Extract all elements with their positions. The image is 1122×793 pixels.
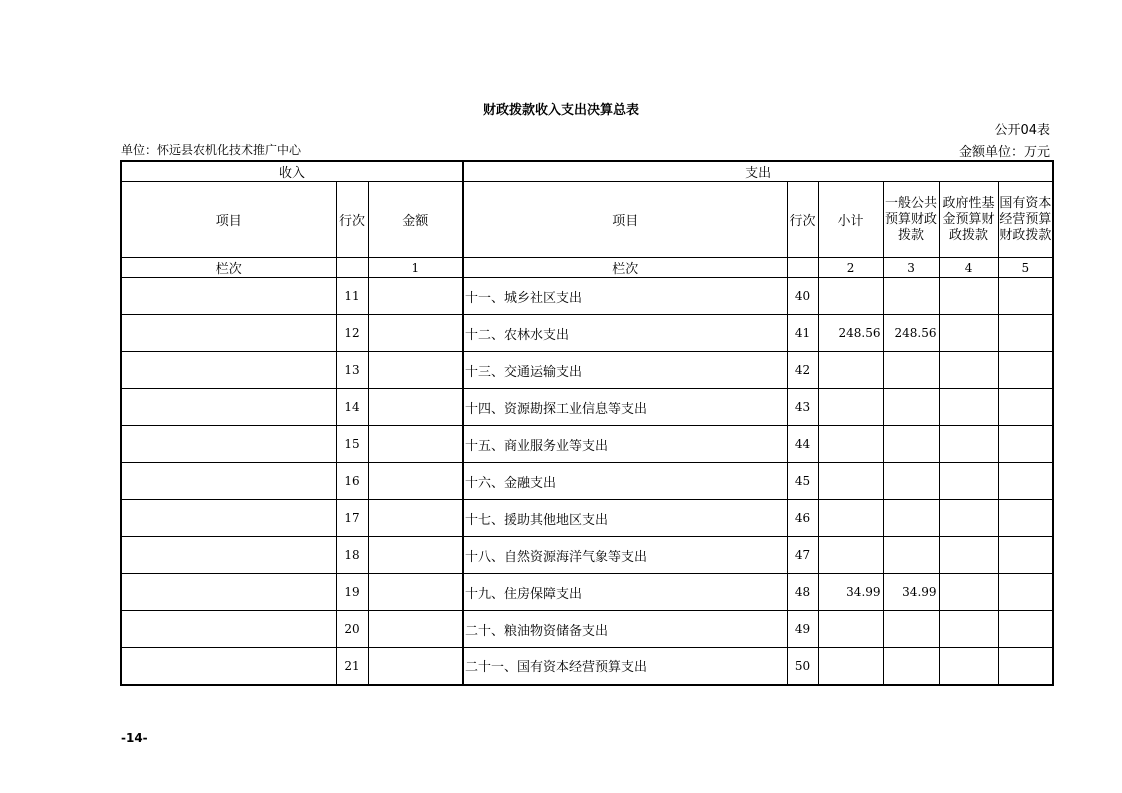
general-budget-cell	[883, 352, 939, 389]
page-number: -14-	[121, 731, 148, 745]
income-row-no-cell: 21	[336, 648, 368, 685]
table-row	[121, 648, 1053, 685]
income-amount-cell	[368, 389, 463, 426]
subtotal-cell	[818, 389, 883, 426]
table-row	[121, 352, 1053, 389]
expense-row-no-cell: 44	[787, 426, 818, 463]
income-item-cell	[121, 389, 336, 426]
table-row	[121, 389, 1053, 426]
income-amount-cell	[368, 426, 463, 463]
income-row-no-cell: 15	[336, 426, 368, 463]
general-budget-cell: 248.56	[883, 315, 939, 352]
table-row	[121, 278, 1053, 315]
expense-item-cell: 十六、金融支出	[463, 463, 787, 500]
subtotal-cell: 34.99	[818, 574, 883, 611]
table-row	[121, 426, 1053, 463]
col-no-blank	[336, 258, 368, 278]
income-row-no-cell: 12	[336, 315, 368, 352]
col-no-label: 栏次	[121, 258, 336, 278]
state-capital-cell	[998, 537, 1053, 574]
income-amount-cell	[368, 352, 463, 389]
expense-row-no-cell: 45	[787, 463, 818, 500]
state-capital-cell	[998, 278, 1053, 315]
income-amount-cell	[368, 463, 463, 500]
table-row	[121, 574, 1053, 611]
income-amount-header: 金额	[368, 182, 463, 258]
subtotal-cell	[818, 537, 883, 574]
general-budget-cell	[883, 278, 939, 315]
table-row	[121, 315, 1053, 352]
general-budget-cell	[883, 537, 939, 574]
income-item-cell	[121, 611, 336, 648]
income-amount-cell	[368, 278, 463, 315]
col-no-2: 2	[818, 258, 883, 278]
income-item-cell	[121, 315, 336, 352]
expense-row-no-cell: 47	[787, 537, 818, 574]
general-budget-cell	[883, 611, 939, 648]
column-number-row	[121, 258, 1053, 278]
income-item-cell	[121, 352, 336, 389]
subtotal-cell	[818, 352, 883, 389]
state-capital-cell	[998, 315, 1053, 352]
income-item-cell	[121, 537, 336, 574]
expense-item-cell: 十二、农林水支出	[463, 315, 787, 352]
income-amount-cell	[368, 537, 463, 574]
expense-item-cell: 十三、交通运输支出	[463, 352, 787, 389]
table-row	[121, 611, 1053, 648]
general-budget-cell	[883, 426, 939, 463]
expense-row-no-cell: 49	[787, 611, 818, 648]
income-item-cell	[121, 648, 336, 685]
subtotal-cell	[818, 648, 883, 685]
expense-item-header: 项目	[463, 182, 787, 258]
expense-row-no-cell: 48	[787, 574, 818, 611]
state-capital-cell	[998, 574, 1053, 611]
expense-row-no-cell: 43	[787, 389, 818, 426]
general-budget-header: 一般公共预算财政拨款	[883, 182, 939, 258]
gov-fund-cell	[939, 389, 998, 426]
income-amount-cell	[368, 315, 463, 352]
col-no-blank-2	[787, 258, 818, 278]
gov-fund-cell	[939, 315, 998, 352]
income-amount-cell	[368, 611, 463, 648]
table-row	[121, 463, 1053, 500]
expense-item-cell: 二十一、国有资本经营预算支出	[463, 648, 787, 685]
gov-fund-cell	[939, 574, 998, 611]
income-item-header: 项目	[121, 182, 336, 258]
income-item-cell	[121, 463, 336, 500]
subtotal-cell	[818, 278, 883, 315]
income-row-no-header: 行次	[336, 182, 368, 258]
subtotal-cell	[818, 500, 883, 537]
expense-item-cell: 十一、城乡社区支出	[463, 278, 787, 315]
table-row	[121, 500, 1053, 537]
income-row-no-cell: 14	[336, 389, 368, 426]
state-capital-cell	[998, 611, 1053, 648]
gov-fund-cell	[939, 500, 998, 537]
table-body	[121, 278, 1053, 685]
income-row-no-cell: 18	[336, 537, 368, 574]
col-no-5: 5	[998, 258, 1053, 278]
expense-row-no-cell: 50	[787, 648, 818, 685]
income-item-cell	[121, 426, 336, 463]
income-row-no-cell: 11	[336, 278, 368, 315]
income-item-cell	[121, 500, 336, 537]
income-row-no-cell: 19	[336, 574, 368, 611]
expense-item-cell: 十九、住房保障支出	[463, 574, 787, 611]
form-number: 公开04表	[994, 123, 1050, 138]
expense-item-cell: 二十、粮油物资储备支出	[463, 611, 787, 648]
amount-unit: 金额单位：万元	[958, 145, 1050, 160]
subtotal-cell	[818, 611, 883, 648]
gov-fund-header: 政府性基金预算财政拨款	[939, 182, 998, 258]
col-no-4: 4	[939, 258, 998, 278]
expense-item-cell: 十四、资源勘探工业信息等支出	[463, 389, 787, 426]
income-amount-cell	[368, 574, 463, 611]
gov-fund-cell	[939, 352, 998, 389]
income-row-no-cell: 16	[336, 463, 368, 500]
col-no-3: 3	[883, 258, 939, 278]
state-capital-cell	[998, 352, 1053, 389]
income-section-header: 收入	[121, 161, 463, 182]
income-amount-cell	[368, 500, 463, 537]
income-amount-cell	[368, 648, 463, 685]
general-budget-cell	[883, 648, 939, 685]
gov-fund-cell	[939, 537, 998, 574]
general-budget-cell	[883, 500, 939, 537]
income-row-no-cell: 20	[336, 611, 368, 648]
report-title: 财政拨款收入支出决算总表	[482, 103, 639, 118]
state-capital-cell	[998, 463, 1053, 500]
income-item-cell	[121, 278, 336, 315]
gov-fund-cell	[939, 648, 998, 685]
gov-fund-cell	[939, 611, 998, 648]
column-header-row	[121, 182, 1053, 258]
state-capital-cell	[998, 500, 1053, 537]
col-no-1: 1	[368, 258, 463, 278]
expense-row-no-header: 行次	[787, 182, 818, 258]
expense-row-no-cell: 46	[787, 500, 818, 537]
state-capital-cell	[998, 648, 1053, 685]
subtotal-header: 小计	[818, 182, 883, 258]
table-row	[121, 537, 1053, 574]
general-budget-cell: 34.99	[883, 574, 939, 611]
gov-fund-cell	[939, 463, 998, 500]
gov-fund-cell	[939, 278, 998, 315]
gov-fund-cell	[939, 426, 998, 463]
reporting-unit: 单位：怀远县农机化技术推广中心	[121, 143, 302, 157]
subtotal-cell	[818, 463, 883, 500]
income-row-no-cell: 17	[336, 500, 368, 537]
income-item-cell	[121, 574, 336, 611]
col-no-label-2: 栏次	[463, 258, 787, 278]
expense-row-no-cell: 42	[787, 352, 818, 389]
budget-table	[120, 160, 1054, 686]
general-budget-cell	[883, 389, 939, 426]
expense-row-no-cell: 41	[787, 315, 818, 352]
expense-item-cell: 十五、商业服务业等支出	[463, 426, 787, 463]
state-capital-header: 国有资本经营预算财政拨款	[998, 182, 1053, 258]
subtotal-cell: 248.56	[818, 315, 883, 352]
income-row-no-cell: 13	[336, 352, 368, 389]
general-budget-cell	[883, 463, 939, 500]
expense-section-header: 支出	[463, 161, 1053, 182]
expense-item-cell: 十七、援助其他地区支出	[463, 500, 787, 537]
subtotal-cell	[818, 426, 883, 463]
state-capital-cell	[998, 389, 1053, 426]
section-header-row	[121, 161, 1053, 182]
expense-item-cell: 十八、自然资源海洋气象等支出	[463, 537, 787, 574]
expense-row-no-cell: 40	[787, 278, 818, 315]
state-capital-cell	[998, 426, 1053, 463]
